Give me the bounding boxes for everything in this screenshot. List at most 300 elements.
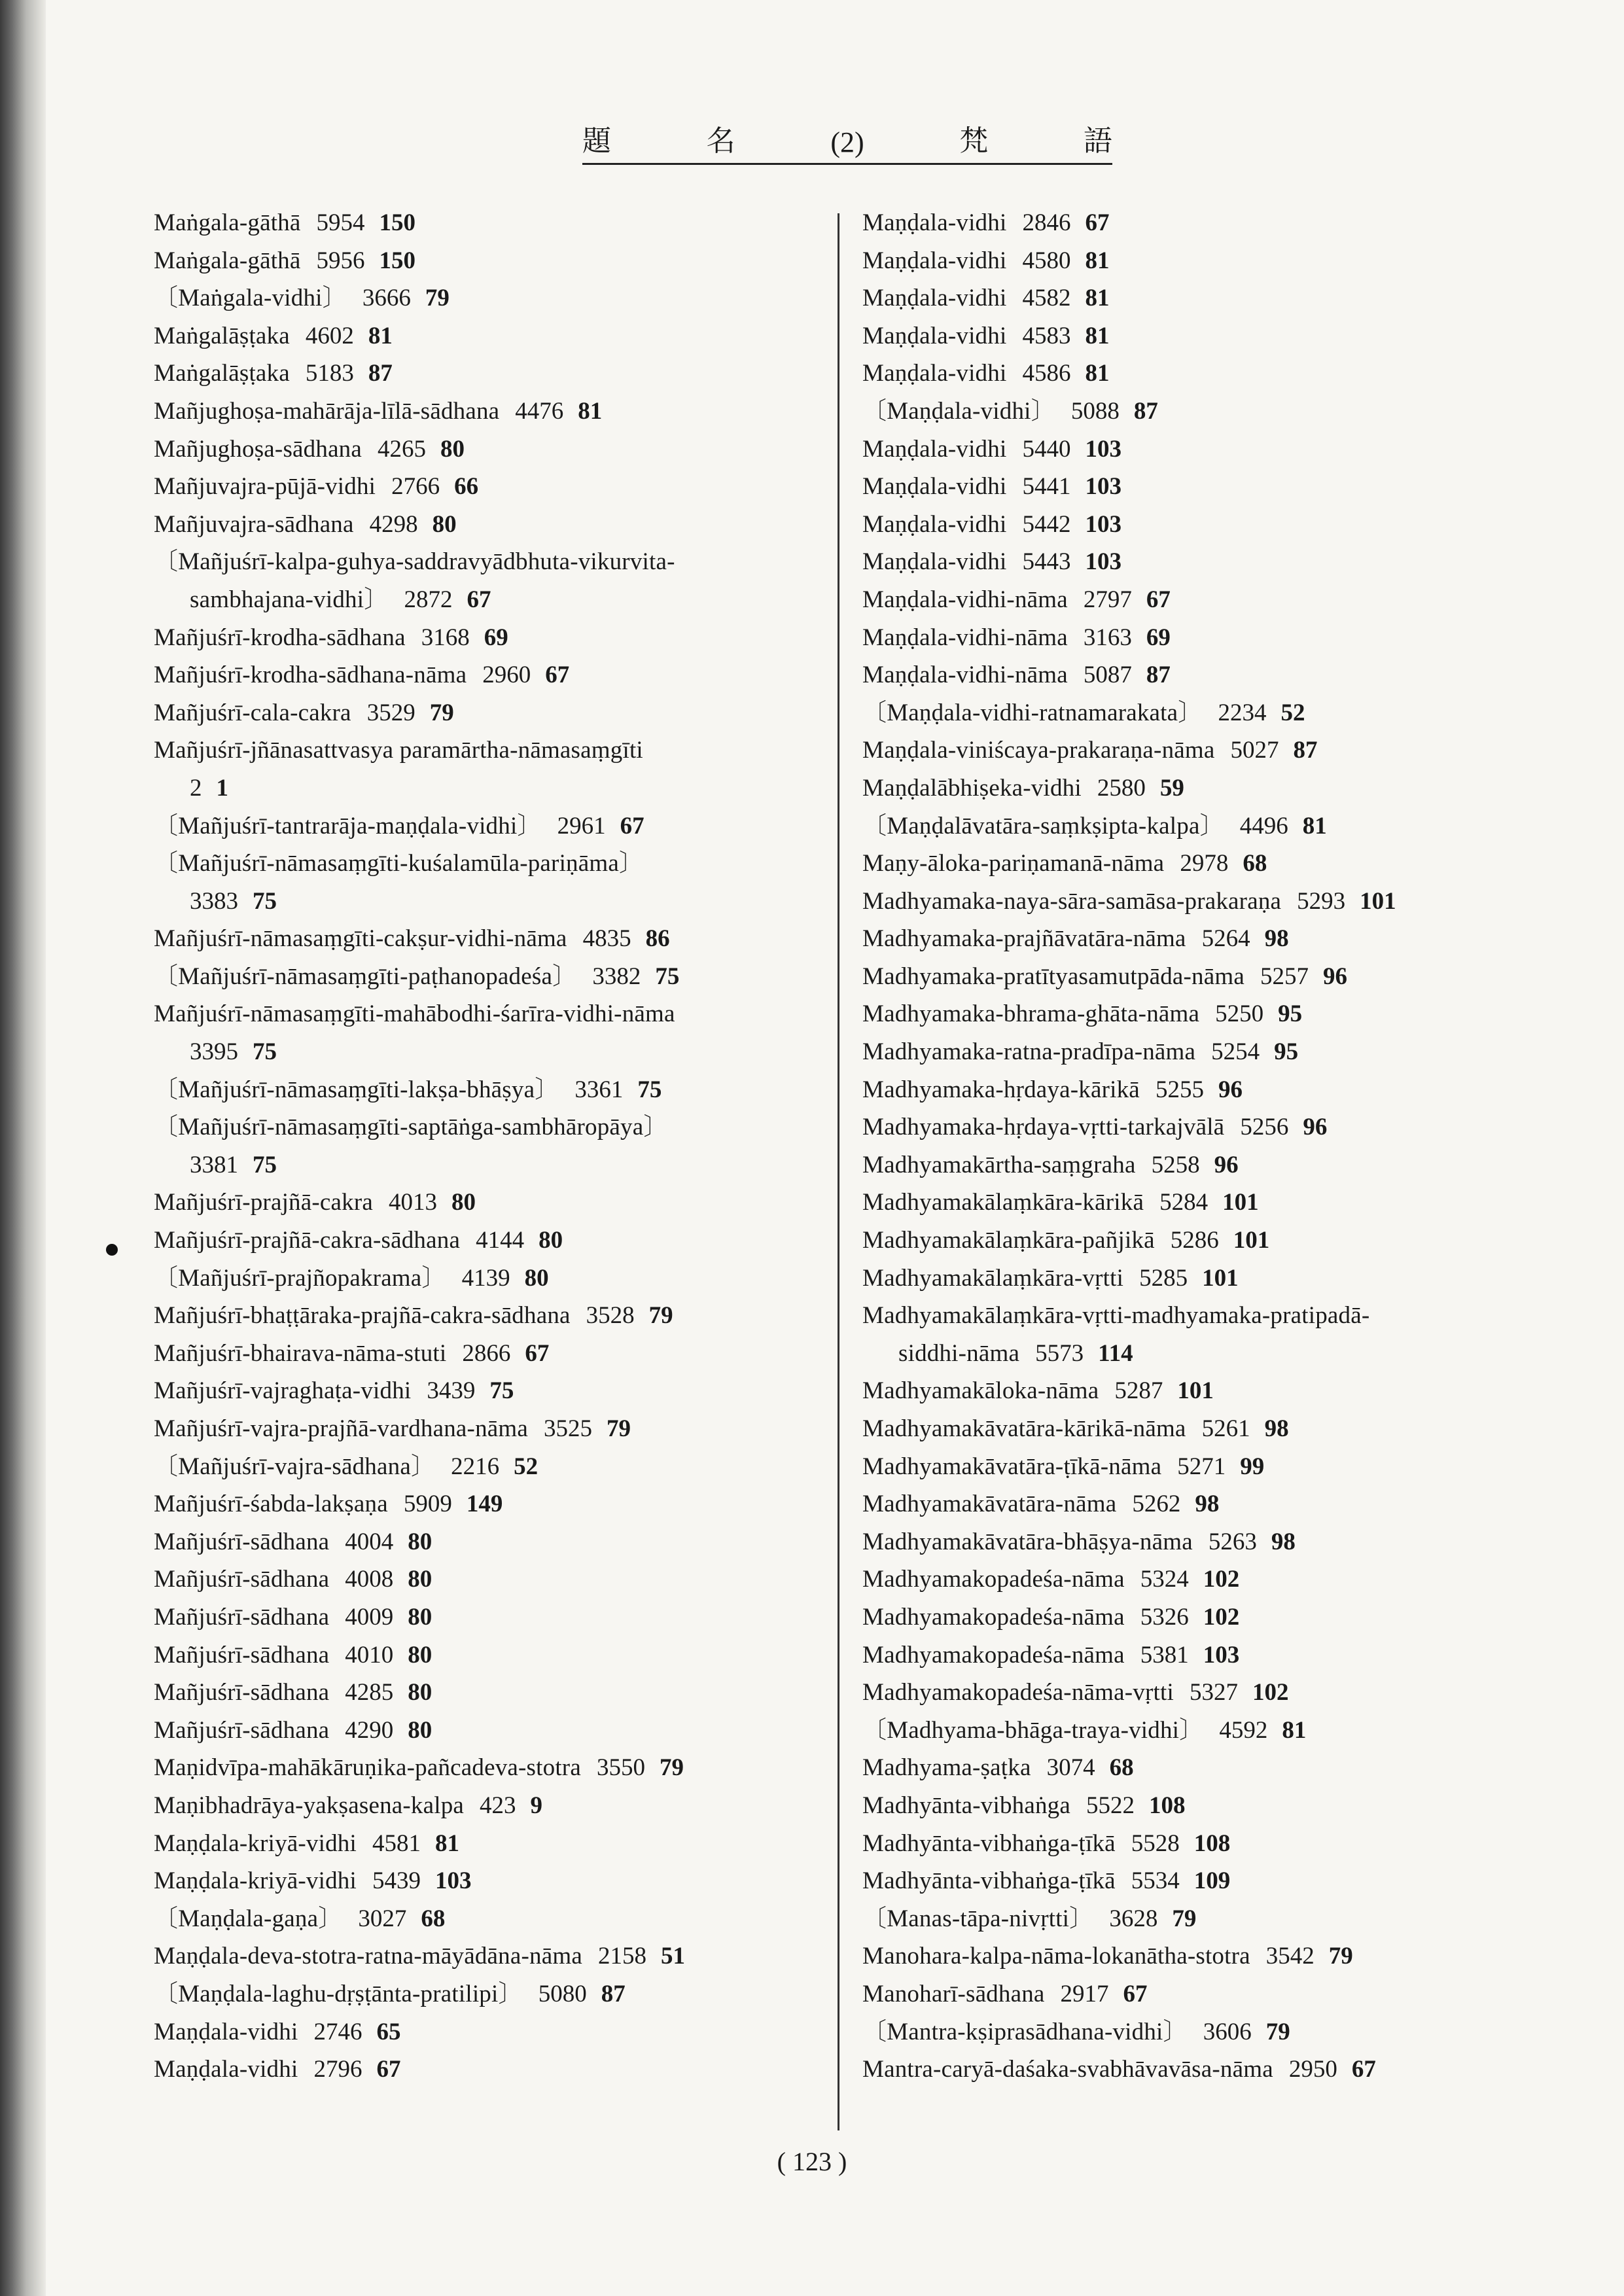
entry-title: Mañjuśrī-nāmasaṃgīti-mahābodhi-śarīra-vidhi-nāma — [154, 1000, 675, 1028]
entry-number: 5326 — [1140, 1603, 1189, 1631]
entry-title: Maṇḍala-vidhi — [862, 285, 1007, 312]
entry-title: Maṅgalāṣṭaka — [154, 322, 290, 349]
entry-page: 81 — [1085, 247, 1110, 274]
entry-title: Maṇḍala-vidhi — [862, 360, 1007, 387]
index-entry — [862, 1146, 1595, 1184]
index-entry — [154, 1937, 900, 1975]
index-entry — [862, 1598, 1595, 1636]
entry-title: Mañjuśrī-vajra-prajñā-vardhana-nāma — [154, 1415, 528, 1442]
entry-title: Maṇḍala-viniścaya-prakaraṇa-nāma — [862, 737, 1215, 764]
entry-number: 3529 — [366, 699, 415, 726]
index-entry — [154, 958, 900, 996]
entry-number: 5327 — [1189, 1679, 1238, 1706]
index-entry — [862, 1297, 1595, 1335]
entry-number: 3027 — [358, 1905, 407, 1932]
entry-number: 2234 — [1218, 699, 1267, 726]
entry-number: 5528 — [1131, 1829, 1180, 1857]
index-entry — [154, 1561, 900, 1598]
index-entry — [862, 1033, 1595, 1071]
entry-title: 〔Mañjuśrī-tantrarāja-maṇḍala-vidhi〕 — [154, 812, 542, 839]
entry-page: 87 — [1133, 397, 1158, 425]
entry-title: Madhyamaka-pratītyasamutpāda-nāma — [862, 963, 1244, 990]
entry-number: 3074 — [1046, 1754, 1095, 1782]
entry-page: 101 — [1233, 1227, 1270, 1254]
margin-bullet-mark — [106, 1244, 118, 1256]
entry-number: 4581 — [372, 1829, 421, 1857]
entry-page: 68 — [1109, 1754, 1134, 1782]
index-entry — [154, 1825, 900, 1863]
entry-page: 101 — [1202, 1264, 1239, 1292]
index-entry — [862, 1674, 1595, 1712]
entry-page: 149 — [466, 1491, 503, 1518]
entry-number: 4582 — [1022, 285, 1071, 312]
entry-title: Madhyamakālaṃkāra-vṛtti-madhyamaka-pratipadā- — [862, 1302, 1370, 1330]
entry-title: 〔Mañjuśrī-vajra-sādhana〕 — [154, 1453, 436, 1480]
entry-page: 96 — [1218, 1076, 1243, 1103]
entry-number: 5287 — [1114, 1377, 1163, 1405]
index-entry — [154, 1297, 900, 1335]
entry-page: 98 — [1264, 925, 1289, 953]
index-entry — [154, 619, 900, 657]
entry-page: 103 — [1085, 473, 1121, 501]
entry-title: 〔Mañjuśrī-nāmasaṃgīti-kuśalamūla-pariṇāma〕 — [154, 850, 644, 877]
entry-page: 98 — [1195, 1491, 1220, 1518]
entry-title: Mañjuvajra-pūjā-vidhi — [154, 473, 376, 501]
entry-title: Madhyamakālaṃkāra-pañjikā — [862, 1227, 1155, 1254]
entry-number: 2961 — [557, 812, 606, 839]
entry-page: 59 — [1159, 774, 1184, 802]
index-entry — [862, 317, 1595, 355]
index-entry — [862, 1749, 1595, 1787]
index-entry — [154, 2013, 900, 2051]
entry-number: 5088 — [1070, 397, 1120, 425]
entry-number: 5250 — [1215, 1000, 1264, 1028]
index-entry — [862, 431, 1595, 468]
entry-number: 3542 — [1265, 1943, 1315, 1970]
entry-number: 5284 — [1159, 1189, 1209, 1216]
entry-number: 2978 — [1180, 850, 1229, 877]
entry-title: Madhyamaka-ratna-pradīpa-nāma — [862, 1038, 1196, 1066]
index-entry — [862, 543, 1595, 581]
entry-title: Mañjuśrī-nāmasaṃgīti-cakṣur-vidhi-nāma — [154, 925, 567, 953]
entry-page: 51 — [660, 1943, 685, 1970]
entry-number: 5286 — [1170, 1227, 1219, 1254]
entry-title: Mañjuśrī-sādhana — [154, 1716, 330, 1744]
entry-title: Mañjuśrī-sādhana — [154, 1679, 330, 1706]
entry-page: 103 — [434, 1867, 472, 1895]
entry-title: Madhyamakopadeśa-nāma — [862, 1641, 1125, 1669]
index-entry — [862, 694, 1595, 732]
index-entry — [154, 1071, 900, 1109]
entry-title: Madhyānta-vibhaṅga-ṭīkā — [862, 1867, 1116, 1895]
index-entry — [154, 1636, 900, 1674]
entry-title: Mañjuśrī-cala-cakra — [154, 699, 351, 726]
entry-title: Madhyama-ṣaṭka — [862, 1754, 1031, 1782]
entry-number: 3550 — [596, 1754, 645, 1782]
entry-title: siddhi-nāma — [898, 1339, 1020, 1367]
entry-page: 67 — [1123, 1980, 1148, 2007]
entry-number: 5324 — [1140, 1566, 1189, 1593]
entry-number: 5263 — [1208, 1528, 1257, 1555]
index-entry — [154, 656, 900, 694]
entry-page: 101 — [1222, 1189, 1259, 1216]
entry-title: Mañjuśrī-vajraghaṭa-vidhi — [154, 1377, 412, 1405]
entry-page: 103 — [1203, 1641, 1240, 1669]
entry-number: 5285 — [1139, 1264, 1188, 1292]
index-entry — [154, 506, 900, 544]
index-entry — [862, 845, 1595, 883]
entry-title: 〔Mañjuśrī-nāmasaṃgīti-saptāṅga-sambhāropāya〕 — [154, 1114, 668, 1141]
index-entry — [862, 468, 1595, 506]
entry-page: 1 — [216, 774, 228, 802]
entry-title: 〔Manas-tāpa-nivṛtti〕 — [862, 1905, 1094, 1932]
entry-number: 2 — [190, 774, 202, 802]
index-entry — [154, 1108, 900, 1146]
entry-number: 423 — [480, 1792, 516, 1819]
entry-title: Manohara-kalpa-nāma-lokanātha-stotra — [862, 1943, 1250, 1970]
entry-page: 80 — [440, 435, 465, 463]
entry-number: 5080 — [538, 1980, 587, 2007]
entry-title: Mañjuśrī-bhairava-nāma-stuti — [154, 1339, 447, 1367]
index-entry — [862, 1712, 1595, 1750]
entry-title: Mañjuśrī-jñānasattvasya paramārtha-nāmasaṃgīti — [154, 737, 643, 764]
entry-title: Maṇḍala-deva-stotra-ratna-māyādāna-nāma — [154, 1943, 582, 1970]
entry-number: 3361 — [574, 1076, 624, 1103]
entry-title: Madhyamakārtha-saṃgraha — [862, 1151, 1136, 1178]
entry-number: 4004 — [345, 1528, 394, 1555]
entry-number: 5956 — [316, 247, 365, 274]
index-entry — [154, 1448, 900, 1486]
entry-number: 5442 — [1022, 510, 1071, 538]
entry-title: Maṇidvīpa-mahākāruṇika-pañcadeva-stotra — [154, 1754, 581, 1782]
entry-number: 4592 — [1219, 1716, 1268, 1744]
entry-page: 96 — [1303, 1114, 1328, 1141]
entry-page: 79 — [659, 1754, 684, 1782]
entry-page: 95 — [1278, 1000, 1303, 1028]
entry-number: 3381 — [190, 1151, 238, 1178]
entry-title: 〔Madhyama-bhāga-traya-vidhi〕 — [862, 1716, 1204, 1744]
index-entry — [862, 2051, 1595, 2089]
entry-title: Mañjughoṣa-mahārāja-līlā-sādhana — [154, 397, 500, 425]
entry-page: 98 — [1264, 1415, 1289, 1442]
entry-page: 68 — [1243, 850, 1267, 877]
entry-page: 80 — [538, 1227, 563, 1254]
index-entry — [862, 769, 1595, 807]
index-entry — [862, 1184, 1595, 1222]
index-entry — [862, 204, 1595, 242]
entry-title: Maṇḍala-vidhi — [862, 247, 1007, 274]
index-entry — [154, 242, 900, 280]
entry-page: 79 — [1172, 1905, 1197, 1932]
entry-number: 4290 — [345, 1716, 394, 1744]
entry-title: Madhyamakāvatāra-kārikā-nāma — [862, 1415, 1186, 1442]
entry-number: 5439 — [372, 1867, 421, 1895]
entry-page: 79 — [429, 699, 454, 726]
entry-page: 81 — [1085, 360, 1110, 387]
header-char-1: 題 — [582, 125, 611, 157]
index-entry — [154, 1222, 900, 1260]
entry-number: 3439 — [427, 1377, 476, 1405]
entry-page: 103 — [1085, 435, 1121, 463]
entry-title: Maṇḍala-vidhi — [862, 322, 1007, 349]
index-entry — [862, 1523, 1595, 1561]
entry-number: 3395 — [190, 1038, 238, 1066]
entry-page: 52 — [1280, 699, 1305, 726]
entry-page: 68 — [421, 1905, 446, 1932]
entry-number: 3525 — [544, 1415, 592, 1442]
entry-page: 103 — [1085, 548, 1121, 576]
entry-number: 2580 — [1097, 774, 1146, 802]
entry-page: 80 — [408, 1716, 432, 1744]
entry-page: 108 — [1149, 1792, 1186, 1819]
index-entry — [154, 1523, 900, 1561]
entry-page: 150 — [379, 209, 415, 236]
entry-title: Maṇḍala-kriyā-vidhi — [154, 1867, 357, 1895]
index-entry — [862, 1636, 1595, 1674]
index-entry — [862, 1787, 1595, 1825]
entry-page: 79 — [425, 285, 450, 312]
index-entry — [154, 1598, 900, 1636]
index-entry — [862, 393, 1595, 431]
index-entry — [862, 1108, 1595, 1146]
entry-page: 102 — [1203, 1566, 1240, 1593]
index-entry — [154, 431, 900, 468]
entry-page: 101 — [1177, 1377, 1214, 1405]
entry-title: Madhyamakopadeśa-nāma — [862, 1566, 1125, 1593]
entry-number: 2797 — [1083, 586, 1132, 613]
entry-title: Maṇibhadrāya-yakṣasena-kalpa — [154, 1792, 465, 1819]
entry-title: Madhyamaka-hṛdaya-vṛtti-tarkajvālā — [862, 1114, 1225, 1141]
entry-page: 81 — [1302, 812, 1327, 839]
entry-page: 67 — [525, 1339, 550, 1367]
entry-number: 5441 — [1022, 473, 1071, 501]
entry-number: 5443 — [1022, 548, 1071, 576]
entry-page: 81 — [1282, 1716, 1307, 1744]
left-column — [154, 204, 900, 2089]
index-entry — [862, 1335, 1595, 1373]
entry-title: Maṇḍala-vidhi — [154, 2056, 298, 2083]
index-entry — [154, 581, 900, 619]
entry-page: 80 — [408, 1566, 432, 1593]
entry-page: 87 — [368, 360, 393, 387]
entry-title: Madhyamaka-hṛdaya-kārikā — [862, 1076, 1140, 1103]
index-entry — [862, 242, 1595, 280]
index-entry — [154, 355, 900, 393]
entry-page: 87 — [601, 1980, 626, 2007]
index-entry — [862, 1372, 1595, 1410]
index-entry — [862, 506, 1595, 544]
entry-number: 5027 — [1230, 737, 1279, 764]
entry-title: Maṇḍala-vidhi — [862, 435, 1007, 463]
running-header — [582, 119, 1112, 165]
entry-number: 4583 — [1022, 322, 1071, 349]
entry-page: 75 — [253, 887, 277, 915]
index-entry — [862, 1071, 1595, 1109]
entry-title: Manoharī-sādhana — [862, 1980, 1045, 2007]
index-entry — [862, 1937, 1595, 1975]
entry-page: 108 — [1193, 1829, 1231, 1857]
entry-title: 〔Maṅgala-vidhi〕 — [154, 285, 347, 312]
entry-title: 〔Mañjuśrī-nāmasaṃgīti-paṭhanopadeśa〕 — [154, 963, 577, 990]
header-section: (2) — [830, 126, 864, 158]
entry-number: 4144 — [476, 1227, 525, 1254]
entry-title: Maṇḍala-vidhi — [862, 209, 1007, 236]
index-entry — [154, 1335, 900, 1373]
index-entry — [154, 1485, 900, 1523]
entry-title: Maṇḍala-kriyā-vidhi — [154, 1829, 357, 1857]
entry-page: 80 — [524, 1264, 549, 1292]
entry-number: 5381 — [1140, 1641, 1189, 1669]
entry-number: 4298 — [369, 510, 418, 538]
entry-number: 3628 — [1109, 1905, 1158, 1932]
entry-number: 4586 — [1022, 360, 1071, 387]
index-entry — [862, 1410, 1595, 1448]
entry-number: 4496 — [1239, 812, 1288, 839]
entry-page: 79 — [607, 1415, 631, 1442]
entry-page: 81 — [368, 322, 393, 349]
entry-number: 3606 — [1203, 2018, 1252, 2045]
entry-page: 65 — [376, 2018, 401, 2045]
index-entry — [862, 958, 1595, 996]
entry-number: 5183 — [305, 360, 354, 387]
entry-number: 4010 — [345, 1641, 394, 1669]
entry-number: 4265 — [378, 435, 427, 463]
index-entry — [154, 1033, 900, 1071]
entry-number: 5293 — [1297, 887, 1346, 915]
entry-page: 96 — [1214, 1151, 1239, 1178]
entry-page: 99 — [1240, 1453, 1265, 1480]
entry-number: 2158 — [597, 1943, 646, 1970]
entry-title: Mantra-caryā-daśaka-svabhāvavāsa-nāma — [862, 2056, 1273, 2083]
entry-page: 67 — [467, 586, 491, 613]
entry-page: 67 — [1146, 586, 1171, 613]
entry-page: 75 — [655, 963, 680, 990]
index-entry — [154, 1184, 900, 1222]
entry-number: 5254 — [1211, 1038, 1260, 1066]
entry-title: Madhyamakālaṃkāra-vṛtti — [862, 1264, 1124, 1292]
book-spine-shadow — [0, 0, 46, 2296]
index-entry — [154, 543, 900, 581]
entry-title: Madhyamakāvatāra-nāma — [862, 1491, 1117, 1518]
entry-page: 87 — [1293, 737, 1318, 764]
entry-title: Maṇḍalābhiṣeka-vidhi — [862, 774, 1082, 802]
entry-title: Mañjuśrī-krodha-sādhana-nāma — [154, 662, 467, 689]
entry-number: 5255 — [1155, 1076, 1204, 1103]
entry-number: 2872 — [404, 586, 453, 613]
index-entry — [862, 1222, 1595, 1260]
index-entry — [154, 995, 900, 1033]
entry-page: 66 — [454, 473, 479, 501]
index-entry — [862, 1260, 1595, 1298]
entry-title: Mañjuśrī-sādhana — [154, 1566, 330, 1593]
entry-number: 5087 — [1083, 662, 1132, 689]
entry-page: 81 — [578, 397, 603, 425]
page-number: ( 123 ) — [777, 2147, 847, 2176]
entry-page: 67 — [1085, 209, 1110, 236]
entry-number: 3382 — [592, 963, 641, 990]
index-entry — [862, 1448, 1595, 1486]
entry-title: 〔Maṇḍala-laghu-dṛṣṭānta-pratilipi〕 — [154, 1980, 523, 2007]
entry-page: 67 — [545, 662, 570, 689]
entry-title: Mañjuśrī-prajñā-cakra — [154, 1189, 373, 1216]
entry-number: 2950 — [1288, 2056, 1337, 2083]
entry-page: 75 — [489, 1377, 514, 1405]
entry-number: 3528 — [586, 1302, 635, 1330]
entry-number: 3168 — [421, 624, 470, 651]
entry-title: 〔Mantra-kṣiprasādhana-vidhi〕 — [862, 2018, 1188, 2045]
header-char-2: 名 — [706, 125, 735, 157]
entry-number: 5256 — [1240, 1114, 1289, 1141]
index-entry — [862, 995, 1595, 1033]
entry-page: 67 — [620, 812, 644, 839]
entry-page: 80 — [408, 1641, 432, 1669]
index-entry — [862, 1561, 1595, 1598]
entry-number: 2846 — [1022, 209, 1071, 236]
entry-title: Madhyānta-vibhaṅga — [862, 1792, 1070, 1819]
index-entry — [154, 694, 900, 732]
entry-page: 75 — [253, 1038, 277, 1066]
entry-number: 5440 — [1022, 435, 1071, 463]
entry-page: 67 — [1351, 2056, 1376, 2083]
entry-page: 75 — [637, 1076, 662, 1103]
index-entry — [862, 1825, 1595, 1863]
entry-number: 4285 — [345, 1679, 394, 1706]
entry-title: Maṅgala-gāthā — [154, 209, 301, 236]
index-entry — [862, 1975, 1595, 2013]
entry-title: 〔Maṇḍala-vidhi-ratnamarakata〕 — [862, 699, 1203, 726]
index-entry — [862, 1862, 1595, 1900]
index-entry — [154, 317, 900, 355]
entry-title: Mañjuśrī-prajñā-cakra-sādhana — [154, 1227, 461, 1254]
entry-page: 87 — [1146, 662, 1171, 689]
entry-page: 80 — [408, 1528, 432, 1555]
entry-title: Madhyamaka-naya-sāra-samāsa-prakaraṇa — [862, 887, 1282, 915]
entry-number: 5261 — [1201, 1415, 1250, 1442]
index-entry — [154, 1674, 900, 1712]
index-entry — [154, 807, 900, 845]
index-entry — [154, 1862, 900, 1900]
index-entry — [154, 1749, 900, 1787]
entry-page: 67 — [376, 2056, 401, 2083]
index-entry — [154, 1260, 900, 1298]
index-entry — [154, 1787, 900, 1825]
entry-number: 5954 — [316, 209, 365, 236]
entry-number: 4008 — [345, 1566, 394, 1593]
entry-title: 〔Maṇḍala-gaṇa〕 — [154, 1905, 343, 1932]
entry-number: 2866 — [462, 1339, 511, 1367]
entry-title: 〔Mañjuśrī-prajñopakrama〕 — [154, 1264, 446, 1292]
entry-page: 81 — [434, 1829, 459, 1857]
entry-number: 2960 — [482, 662, 531, 689]
entry-title: Maṇḍala-vidhi — [862, 473, 1007, 501]
entry-title: Maṇḍala-vidhi-nāma — [862, 624, 1068, 651]
entry-title: Mañjuśrī-bhaṭṭāraka-prajñā-cakra-sādhana — [154, 1302, 571, 1330]
entry-number: 3666 — [362, 285, 411, 312]
entry-number: 3383 — [190, 887, 238, 915]
entry-title: 〔Maṇḍala-vidhi〕 — [862, 397, 1055, 425]
entry-page: 79 — [648, 1302, 673, 1330]
entry-page: 102 — [1203, 1603, 1240, 1631]
header-char-4: 語 — [1084, 125, 1112, 157]
index-entry — [154, 732, 900, 769]
index-entry — [154, 1410, 900, 1448]
index-entry — [154, 204, 900, 242]
entry-page: 114 — [1098, 1339, 1133, 1367]
entry-title: 〔Mañjuśrī-nāmasaṃgīti-lakṣa-bhāṣya〕 — [154, 1076, 559, 1103]
entry-number: 4013 — [388, 1189, 437, 1216]
entry-title: Madhyamakāvatāra-ṭīkā-nāma — [862, 1453, 1162, 1480]
entry-page: 102 — [1252, 1679, 1289, 1706]
